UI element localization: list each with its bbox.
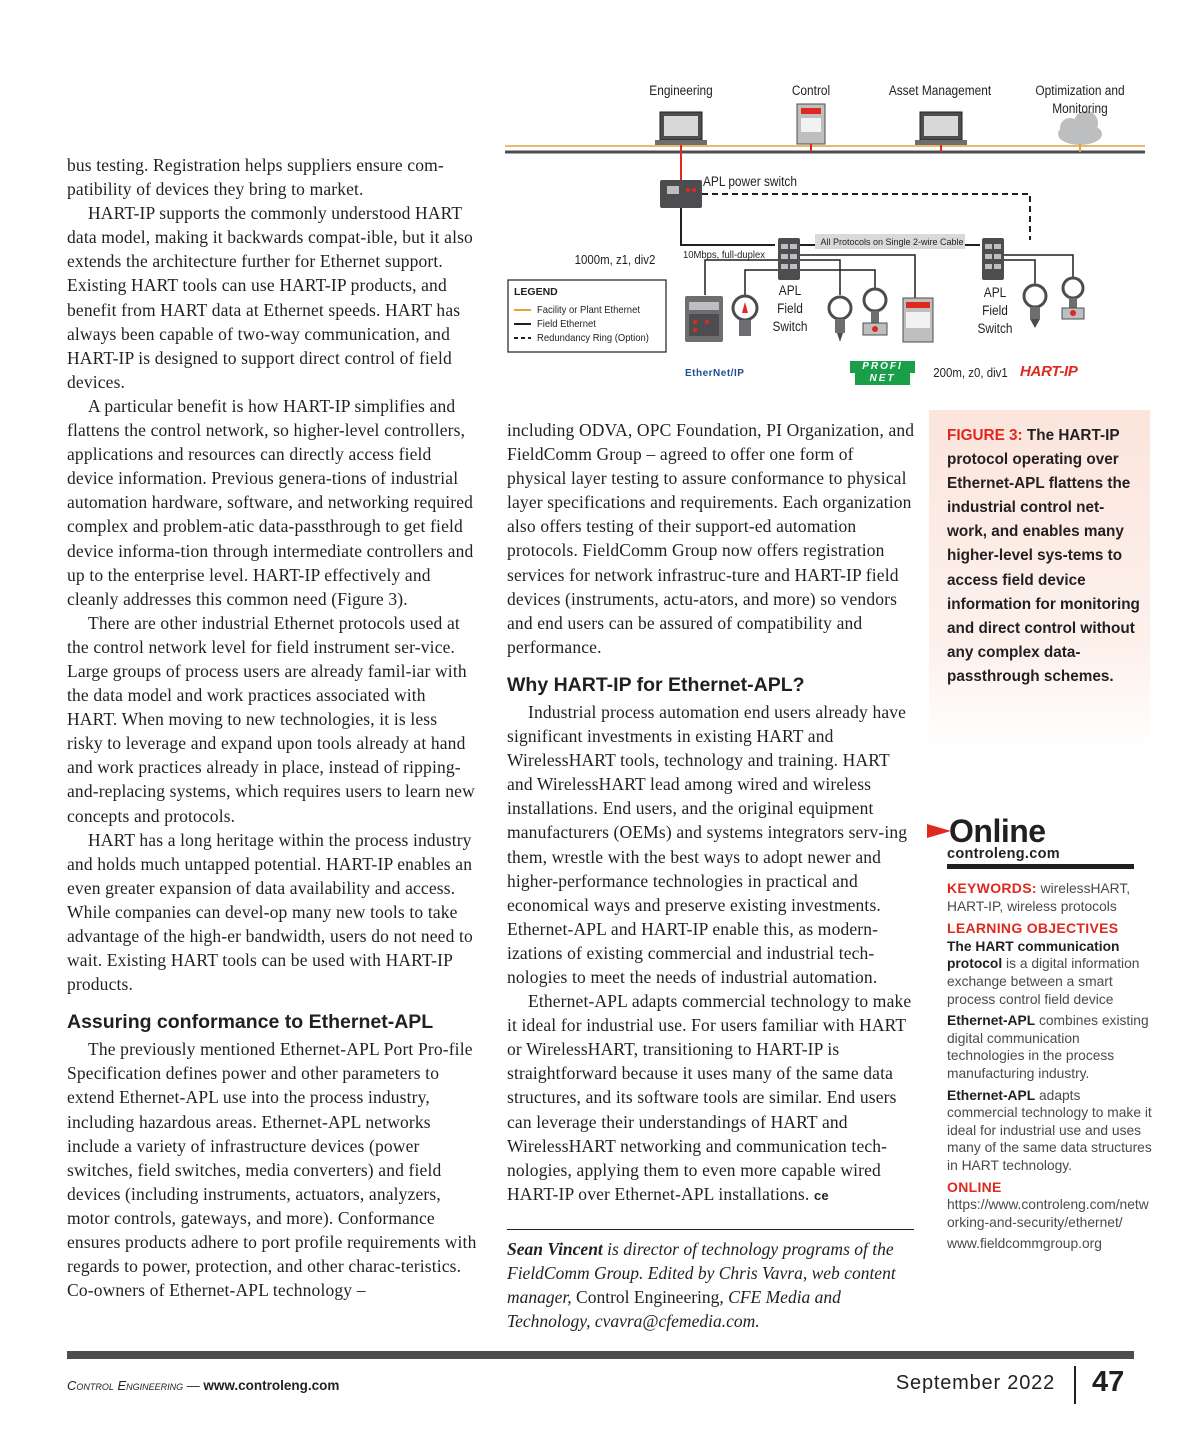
logo-ethernet-ip: EtherNet/IP xyxy=(685,368,745,379)
field-switch-icon-1 xyxy=(778,238,800,280)
lo3-bold: Ethernet-APL xyxy=(947,1087,1036,1103)
learning-objective-2 xyxy=(947,1012,1152,1082)
online-label: ONLINE xyxy=(947,1178,1002,1195)
sidebar xyxy=(947,880,1152,1257)
learning-objective-3 xyxy=(947,1087,1152,1175)
lo3-text: adapts commercial technology to make it ideal for industrial use and uses many of the same data structures in HART technology. xyxy=(947,1087,1152,1173)
legend-item-plant-ethernet: Facility or Plant Ethernet xyxy=(537,304,640,316)
figure-label: FIGURE 3: xyxy=(947,427,1023,444)
col2-paragraph-2: Industrial process automation end users already have significant investments in existing HART and WirelessHART tools, technology and training. HART and WirelessHART lead among wired and wireless installations. End users, and the original equipment manufacturers (OEMs) and systems integrators serv-ing them, wrestle with the best ways to adopt newer and higher-performance technologies in practical and economical ways and preserve existing investments. Ethernet-APL and HART-IP enable this, as modern-izations of existing commercial and industrial tech-nologies to meet the needs of industrial automation. xyxy=(507,701,908,987)
online-word: Online xyxy=(949,813,1046,849)
figure-caption-box xyxy=(929,410,1150,752)
bio-text-1: is director of technology programs of the FieldComm Group. Edited by Chris Vavra, web content manager, xyxy=(507,1239,896,1308)
apl-power-switch-icon xyxy=(660,152,702,208)
online-site: controleng.com xyxy=(947,846,1060,862)
logo-hart-ip: HART-IP xyxy=(1020,363,1078,380)
col1-paragraph-1: bus testing. Registration helps suppliers ensure com-patibility of devices they bring to market. xyxy=(67,155,444,200)
field-switch-icon-2 xyxy=(982,238,1004,280)
legend-item-field-ethernet: Field Ethernet xyxy=(537,318,596,330)
io-module-icon xyxy=(685,296,723,342)
heading-why-hart-ip: Why HART-IP for Ethernet-APL? xyxy=(507,673,805,696)
keywords-block xyxy=(947,880,1152,915)
col2-paragraph-3-text: Ethernet-APL adapts commercial technology to make it ideal for industrial use. For users familiar with HART or WirelessHART, transitioning to HART-IP is straightforward because it uses many of the same data structures, and its software tools are similar. End users can leverage their understandings of HART and WirelessHART networking and communication tech-nologies, applying them to even more capable wired HART-IP over Ethernet-APL installations. xyxy=(507,991,912,1204)
pressure-transmitter-icon-3 xyxy=(1024,285,1046,328)
col2-paragraph-1: including ODVA, OPC Foundation, PI Organization, and FieldComm Group – agreed to offer one form of physical layer testing to assure conformance to physical layer specifications and requirements. Each organization also offers testing of their support-ed automation protocols. FieldComm Group now offers registration services for network infrastruc-ture and HART-IP field devices (instruments, actu-ators, and more) so vendors and end users can be assured of compatibility and performance. xyxy=(507,420,915,657)
online-link-2[interactable]: www.fieldcommgroup.org xyxy=(947,1236,1102,1252)
lo1-bold: The HART communication protocol xyxy=(947,938,1120,972)
online-rule xyxy=(947,864,1134,869)
article-column-1 xyxy=(67,153,477,1302)
learning-objective-1 xyxy=(947,938,1152,1008)
lo2-bold: Ethernet-APL xyxy=(947,1013,1036,1029)
legend-title: LEGEND xyxy=(514,286,558,298)
label-apl-power-switch: APL power switch xyxy=(703,174,797,189)
figure-caption-text: The HART-IP protocol operating over Ethernet-APL flattens the industrial control net-work, and enables many higher-level sys-tems to access field device information for monitoring and direct control without any complex data-passthrough schemes. xyxy=(947,427,1140,685)
footer-date: September 2022 xyxy=(895,1372,1055,1394)
footer-publication xyxy=(67,1378,339,1393)
page-number: 47 xyxy=(1092,1366,1125,1398)
footer-publication-name: Control Engineering xyxy=(67,1378,184,1393)
learning-objectives-label: LEARNING OBJECTIVES xyxy=(947,920,1119,937)
lo1-text: is a digital information exchange between a smart process control field device xyxy=(947,956,1140,1007)
label-optimization: Optimization and Monitoring xyxy=(1035,83,1125,116)
label-link-spec: 10Mbps, full-duplex xyxy=(683,249,765,261)
col1-paragraph-3: A particular benefit is how HART-IP simplifies and flattens the control network, so higher-level controllers, applications and resources can directly access field device information. Previous genera-tions of industrial automation hardware, software, and networking required complex and problem-atic data-passthrough to get field device informa-tion through intermediate controllers and up to the enterprise level. HART-IP effectively and cleanly addresses this common need (Figure 3). xyxy=(67,395,474,609)
logo-profinet-top: PROFI xyxy=(862,361,903,372)
footer-site[interactable]: www.controleng.com xyxy=(203,1378,340,1393)
label-field-switch-1: APL Field Switch xyxy=(772,283,808,334)
label-right-spec: 200m, z0, div1 xyxy=(933,365,1008,380)
controller-icon xyxy=(797,104,825,152)
heading-assuring-conformance: Assuring conformance to Ethernet-APL xyxy=(67,1011,434,1034)
col1-paragraph-5: HART has a long heritage within the process industry and holds much untapped potential. HART-IP enables an even greater expansion of data availability and access. While companies can devel-op many new tools to take advantage of the high-er bandwidth, users do not need to wait. Existing HART tools can be used with HART-IP products. xyxy=(67,829,473,995)
field-ethernet-link xyxy=(681,208,775,245)
lo2-text: combines existing digital communication technologies in the process manufacturing industry. xyxy=(947,1013,1149,1081)
pressure-transmitter-icon-1 xyxy=(733,296,757,336)
label-trunk: All Protocols on Single 2-wire Cable xyxy=(820,237,964,247)
footer-dash: — xyxy=(183,1378,204,1393)
logo-profinet-bottom: NET xyxy=(869,373,896,384)
article-column-2 xyxy=(507,418,915,1208)
analyzer-icon xyxy=(903,298,933,342)
end-mark: ce xyxy=(813,1187,829,1203)
footer-bar xyxy=(67,1351,1134,1359)
bio-publication: Control Engineering xyxy=(576,1287,720,1308)
valve-actuator-icon-1 xyxy=(863,289,887,335)
col2-paragraph-3 xyxy=(507,989,915,1208)
label-control: Control xyxy=(791,83,831,98)
bio-text-2: , CFE Media and Technology, cvavra@cfemedia.com. xyxy=(507,1287,841,1332)
label-asset-management: Asset Management xyxy=(888,83,992,98)
figure-3-network-diagram xyxy=(495,70,1155,390)
online-link-1[interactable]: https://www.controleng.com/networking-and-security/ethernet/ xyxy=(947,1197,1149,1230)
col1-paragraph-4: There are other industrial Ethernet protocols used at the control network level for field instrument ser-vice. Large groups of process users are already famil-iar with the data model and work practices associated with HART. When moving to new technologies, it is less risky to leverage and expand upon tools already at hand and work practices already in place, instead of ripping-and-replacing systems, which requires users to learn new concepts and protocols. xyxy=(67,612,475,826)
label-left-spec: 1000m, z1, div2 xyxy=(574,252,656,267)
keywords-text: wirelessHART, HART-IP, wireless protocols xyxy=(947,881,1131,914)
footer-separator xyxy=(1074,1366,1076,1404)
author-name: Sean Vincent xyxy=(507,1239,603,1259)
col1-paragraph-2: HART-IP supports the commonly understood HART data model, making it backwards compat-ible, but it also extends the architecture further for Ethernet support. Existing HART tools can use HART-IP products, and benefit from HART data at Ethernet speeds. HART has always been capable of two-way communication, and HART-IP is designed to support direct control of field devices. xyxy=(67,203,473,392)
redundancy-ring xyxy=(702,194,1030,240)
play-arrow-icon xyxy=(927,820,951,842)
author-bio xyxy=(507,1229,914,1333)
keywords-label: KEYWORDS: xyxy=(947,880,1037,896)
legend-item-redundancy-ring: Redundancy Ring (Option) xyxy=(537,332,649,344)
valve-actuator-icon-2 xyxy=(1062,278,1084,319)
label-engineering: Engineering xyxy=(649,83,713,98)
label-field-switch-2: APL Field Switch xyxy=(977,285,1013,336)
pressure-transmitter-icon-2 xyxy=(829,297,851,342)
col1-paragraph-6: The previously mentioned Ethernet-APL Port Pro-file Specification defines power and other parameters to extend Ethernet-APL use into the process industry, including hazardous areas. Ethernet-APL networks include a variety of infrastructure devices (power switches, field switches, media converters) and field devices (including instruments, actuators, analyzers, motor controls, gateways, and more). Conformance ensures products adhere to port profile requirements with regards to power, protection, and other charac-teristics. Co-owners of Ethernet-APL technology – xyxy=(67,1039,477,1301)
